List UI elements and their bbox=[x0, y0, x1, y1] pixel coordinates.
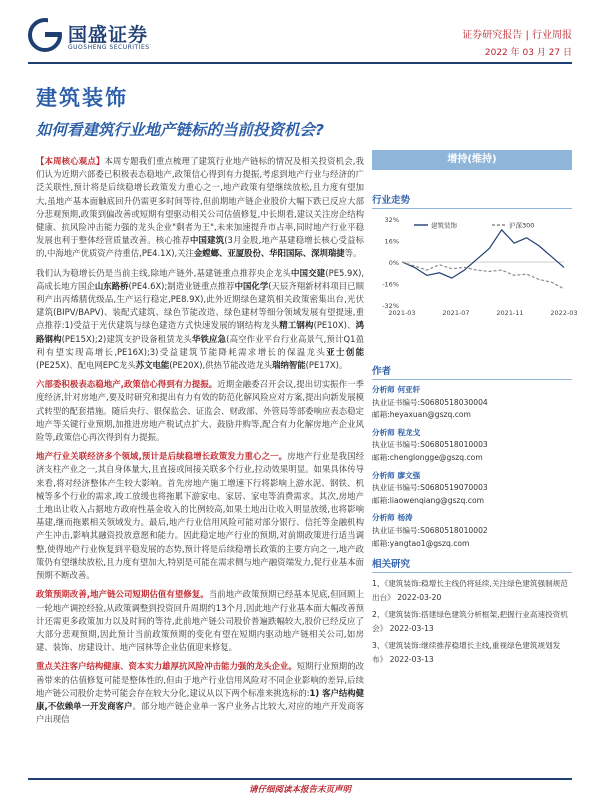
series-line-sector bbox=[402, 230, 564, 278]
p2-text: (PE10X)、 bbox=[313, 320, 356, 331]
x-tick-label: 2022-03 bbox=[550, 309, 578, 317]
author-cert: 执业证书编号:S0680519070003 bbox=[372, 483, 488, 493]
legend-label: 沪深300 bbox=[509, 221, 535, 230]
company-logo bbox=[28, 18, 178, 58]
y-tick-label: 0% bbox=[388, 259, 399, 267]
x-tick-label: 2021-07 bbox=[442, 309, 470, 317]
author-entry bbox=[372, 427, 572, 465]
author-name: 程龙戈 bbox=[397, 427, 421, 437]
p2-text: (PE17X)。 bbox=[305, 360, 348, 371]
author-name: 廖文强 bbox=[397, 470, 421, 480]
p1-text: 本周专题我们重点梳理了建筑行业地产链标的情况及相关投资机会,我们认为近期六部委已积极表态稳地产,政策信心得到有力提振,考虑到地产行业与经济的广泛关联性,预计将是后续稳增长政策发力重心之一,地产政策有望继续放松,且力度有望加大,虽地产基本面触底回升仍需更多时间等待,但前期地产链企业股价大幅下跌已反应大部分悲观预期,政策到偏改善或短期有望驱动相关公司估值修复,中长期看,建议关注房企结构健康、抗风险冲击能力强的龙头企业"剩者为王",未来加速提升市占率,同时地产行业平稳发展也利于整体经营质量改善。核心推荐 bbox=[36, 156, 364, 246]
trend-chart-svg bbox=[372, 213, 578, 323]
author-cert: 执业证书编号:S0680518030004 bbox=[372, 397, 488, 407]
author-cert: 执业证书编号:S0680518010002 bbox=[372, 525, 488, 535]
author-name-line bbox=[372, 512, 572, 525]
related-title: 2、《建筑装饰:搭建绿色建筑分析框架,把握行业高速投资机会》 bbox=[372, 610, 568, 634]
author-label: 分析师 bbox=[372, 385, 398, 394]
related-item[interactable] bbox=[372, 608, 572, 636]
p1-text-3: 等。 bbox=[344, 248, 362, 259]
x-tick-label: 2021-11 bbox=[496, 309, 524, 317]
p2-bold: 中国交建 bbox=[291, 267, 326, 278]
author-email[interactable]: 邮箱:liaowenqiang@gszq.com bbox=[372, 495, 484, 505]
p1-bold-1: 中国建筑 bbox=[190, 235, 225, 246]
p2-text: (PE15X);2)建筑支护设备租赁龙头 bbox=[61, 333, 192, 344]
p6-bold: 1) 客户结构健康,不依赖单一开发商客户 bbox=[36, 687, 365, 711]
author-cert: 执业证书编号:S0680518010003 bbox=[372, 440, 488, 450]
p3-text: 近期金融委召开会议,提出切实振作一季度经济,针对房地产,要及时研究和提出有力有效的防范化解风险应对方案,提出向新发展模式转型的配套措施。随后央行、银保监会、证监会、财政部、外管局等部委响应表态稳定地产等关键行业预期,加推进房地产税试点扩大、鼓励并购等,配合有力化解房地产企业风险等,政策信心再次得到有力提振。 bbox=[36, 379, 364, 443]
y-tick-label: 32% bbox=[384, 216, 399, 224]
author-entry bbox=[372, 470, 572, 508]
rating-badge: 增持(维持) bbox=[372, 150, 572, 170]
paragraph-leaders bbox=[36, 660, 364, 726]
footer-disclaimer: 请仔细阅读本报告末页声明 bbox=[248, 785, 351, 795]
p2-bold: 山东路桥 bbox=[94, 280, 129, 291]
p6-text: 短期行业预期的改善带来的估值修复可能是整体性的,但由于地产行业信用风险对不同企业影响的差异,后续地产链公司股价走势可能会存在较大分化,建议从以下两个标准来挑选标的: bbox=[36, 661, 365, 698]
related-title: 3、《建筑装饰:继续推荐稳增长主线,重视绿色建筑规划发布》 bbox=[372, 641, 561, 665]
p4-lead: 地产行业关联经济多个领域,预计是后续稳增长政策发力重心之一。 bbox=[36, 451, 288, 462]
author-name: 杨涛 bbox=[397, 513, 413, 523]
y-tick-label: 16% bbox=[384, 237, 399, 246]
x-tick-label: 2021-03 bbox=[388, 309, 416, 317]
p1-bold-2: 金螳螂、亚厦股份、华阳国际、深圳瑞捷 bbox=[193, 248, 345, 259]
author-entry bbox=[372, 384, 572, 422]
related-list bbox=[372, 577, 572, 667]
author-email[interactable]: 邮箱:yangtao1@gszq.com bbox=[372, 538, 470, 548]
p2-bold: 瑞纳智能 bbox=[272, 360, 306, 371]
report-date: 2022 年 03 月 27 日 bbox=[484, 48, 572, 58]
p1-text-2: (3月金股,地产基建稳增长核心受益标的,中海地产优质资产待重估,PE4.1X),关注 bbox=[36, 235, 365, 259]
paragraph-economy bbox=[36, 450, 364, 582]
p2-text: (高空作业平台行业高景气,预计Q1盈利有望实现高增长,PE16X);3)受益建筑节能降耗需求增长的保温龙头 bbox=[36, 333, 364, 357]
author-email[interactable]: 邮箱:chenglongge@gszq.com bbox=[372, 452, 483, 462]
author-email[interactable]: 邮箱:heyaxuan@gszq.com bbox=[372, 410, 471, 420]
logo-mark-icon bbox=[28, 18, 62, 52]
p2-text: (PE4.6X);制造业链重点推荐 bbox=[128, 280, 235, 291]
related-item[interactable] bbox=[372, 577, 572, 605]
p2-bold: 华铁应急 bbox=[191, 333, 227, 344]
trend-chart bbox=[372, 213, 578, 323]
footer-divider bbox=[28, 778, 572, 780]
related-date: 2022-03-13 bbox=[387, 655, 434, 665]
related-item[interactable] bbox=[372, 639, 572, 667]
header-divider bbox=[28, 62, 572, 64]
y-tick-label: -16% bbox=[382, 280, 399, 289]
p2-text: (PE5.9X),高成长地方国企 bbox=[36, 267, 365, 291]
related-section-title: 相关研究 bbox=[372, 556, 572, 573]
author-label: 分析师 bbox=[372, 427, 398, 437]
related-date: 2022-03-20 bbox=[394, 593, 442, 603]
sidebar bbox=[372, 150, 578, 670]
p2-bold: 苏文电能 bbox=[135, 360, 170, 371]
report-title: 如何看建筑行业地产链标的当前投资机会? bbox=[36, 121, 324, 139]
author-name-line bbox=[372, 427, 572, 440]
p2-text: (PE20X),供热节能改造龙头 bbox=[169, 360, 273, 371]
main-body bbox=[36, 155, 364, 732]
paragraph-valuation bbox=[36, 588, 364, 654]
p2-bold: 中国化学 bbox=[234, 280, 269, 291]
author-entry bbox=[372, 512, 572, 550]
report-type: 证券研究报告 | 行业周报 bbox=[462, 30, 572, 41]
author-name: 何亚轩 bbox=[397, 385, 421, 394]
p2-text: (PE25X)、配电网EPC龙头 bbox=[36, 360, 136, 371]
legend-label: 建筑装饰 bbox=[431, 221, 457, 230]
p2-bold: 鸿路钢构 bbox=[36, 320, 365, 344]
p2-text: (天辰齐翔新材料项目已顺利产出丙烯腈优级品,生产运行稳定,PE8.9X),此外近期绿色建筑相关政策密集出台,光伏建筑(BIPV/BAPV)、装配式建筑、绿色节能改造、绿色建材等细分领域发展有望提速,重点推荐:1)受益于光伏建筑与绿色建造方式快速发展的钢结构龙头 bbox=[36, 280, 365, 331]
p3-lead: 六部委积极表态稳地产,政策信心得到有力提振。 bbox=[36, 379, 218, 390]
author-name-line bbox=[372, 470, 572, 483]
core-view-lead: 【本周核心观点】 bbox=[36, 156, 105, 166]
p5-text: 当前地产政策预期已经基本见底,但回顾上一轮地产调控经验,从政策调整到投资回升周期约13个月,因此地产行业基本面大幅改善预计还需更多政策加力以及时间的等待,此前地产链公司股价普遍跌幅较大,股价已经反应了大部分悲观预期,因此预计当前政策预期的变化有望在短期内驱动地产链相关公司,如房建、装饰、房建设计、地产园林等企业估值迎来修复。 bbox=[36, 589, 364, 653]
p4-text: 房地产行业是我国经济支柱产业之一,其自身体量大,且直接或间接关联多个行业,拉动效果明显。如果具体传导来看,将对经济整体产生较大影响。首先房地产施工增速下行将影响上游水泥、钢铁、机械等多个行业的需求,竣工放缓也将拖累下游家电、家居、家电等消费需求。其次,房地产土地出让收入占据地方政府性基金收入的比例较高,如果土地出让收入明显放缓,也将影响基建,继而拖累相关领域发力。最后,地产行业信用风险可能对部分银行、信托等金融机构产生冲击,影响其融资投放意愿和能力。因此稳定地产行业的预期,对前期政策进行适当调整,使得地产行业恢复到平稳发展的态势,预计将是后续稳增长政策的主要方向之一,地产政策仍有望继续放松,且力度有望加大,特别是可能在需求侧与地产融资端发力,促行业基本面预期不断改善。 bbox=[36, 451, 365, 581]
authors-section-title: 作者 bbox=[372, 363, 572, 380]
trend-section-title: 行业走势 bbox=[372, 192, 572, 209]
related-date: 2022-03-13 bbox=[387, 624, 434, 634]
author-label: 分析师 bbox=[372, 470, 398, 480]
y-tick-label: -32% bbox=[382, 302, 399, 310]
company-name-en: GUOSHENG SECURITIES bbox=[68, 44, 150, 51]
company-name-cn: 国盛证券 bbox=[68, 24, 149, 46]
p2-bold: 精工钢构 bbox=[279, 320, 314, 331]
paragraph-infrastructure bbox=[36, 267, 364, 373]
p2-text: 我们认为稳增长仍是当前主线,除地产链外,基建链重点推荐央企龙头 bbox=[36, 267, 292, 278]
author-label: 分析师 bbox=[372, 513, 398, 523]
p2-bold: 亚士创能 bbox=[326, 346, 364, 357]
p6-lead: 重点关注客户结构健康、资本实力雄厚抗风险冲击能力强的龙头企业。 bbox=[36, 661, 297, 672]
p5-lead: 政策预期改善,地产链公司短期估值有望修复。 bbox=[36, 589, 209, 600]
sector-title: 建筑装饰 bbox=[36, 86, 128, 110]
p6-text-2: 。部分地产链企业单一客户业务占比较大,对应的地产开发商客户出现信 bbox=[36, 700, 364, 725]
paragraph-policy bbox=[36, 378, 364, 444]
authors-list bbox=[372, 384, 572, 550]
paragraph-core-view bbox=[36, 155, 364, 261]
author-name-line bbox=[372, 384, 572, 397]
related-title: 1、《建筑装饰:稳增长主线仍将延续,关注绿色建筑强制规范出台》 bbox=[372, 579, 568, 603]
